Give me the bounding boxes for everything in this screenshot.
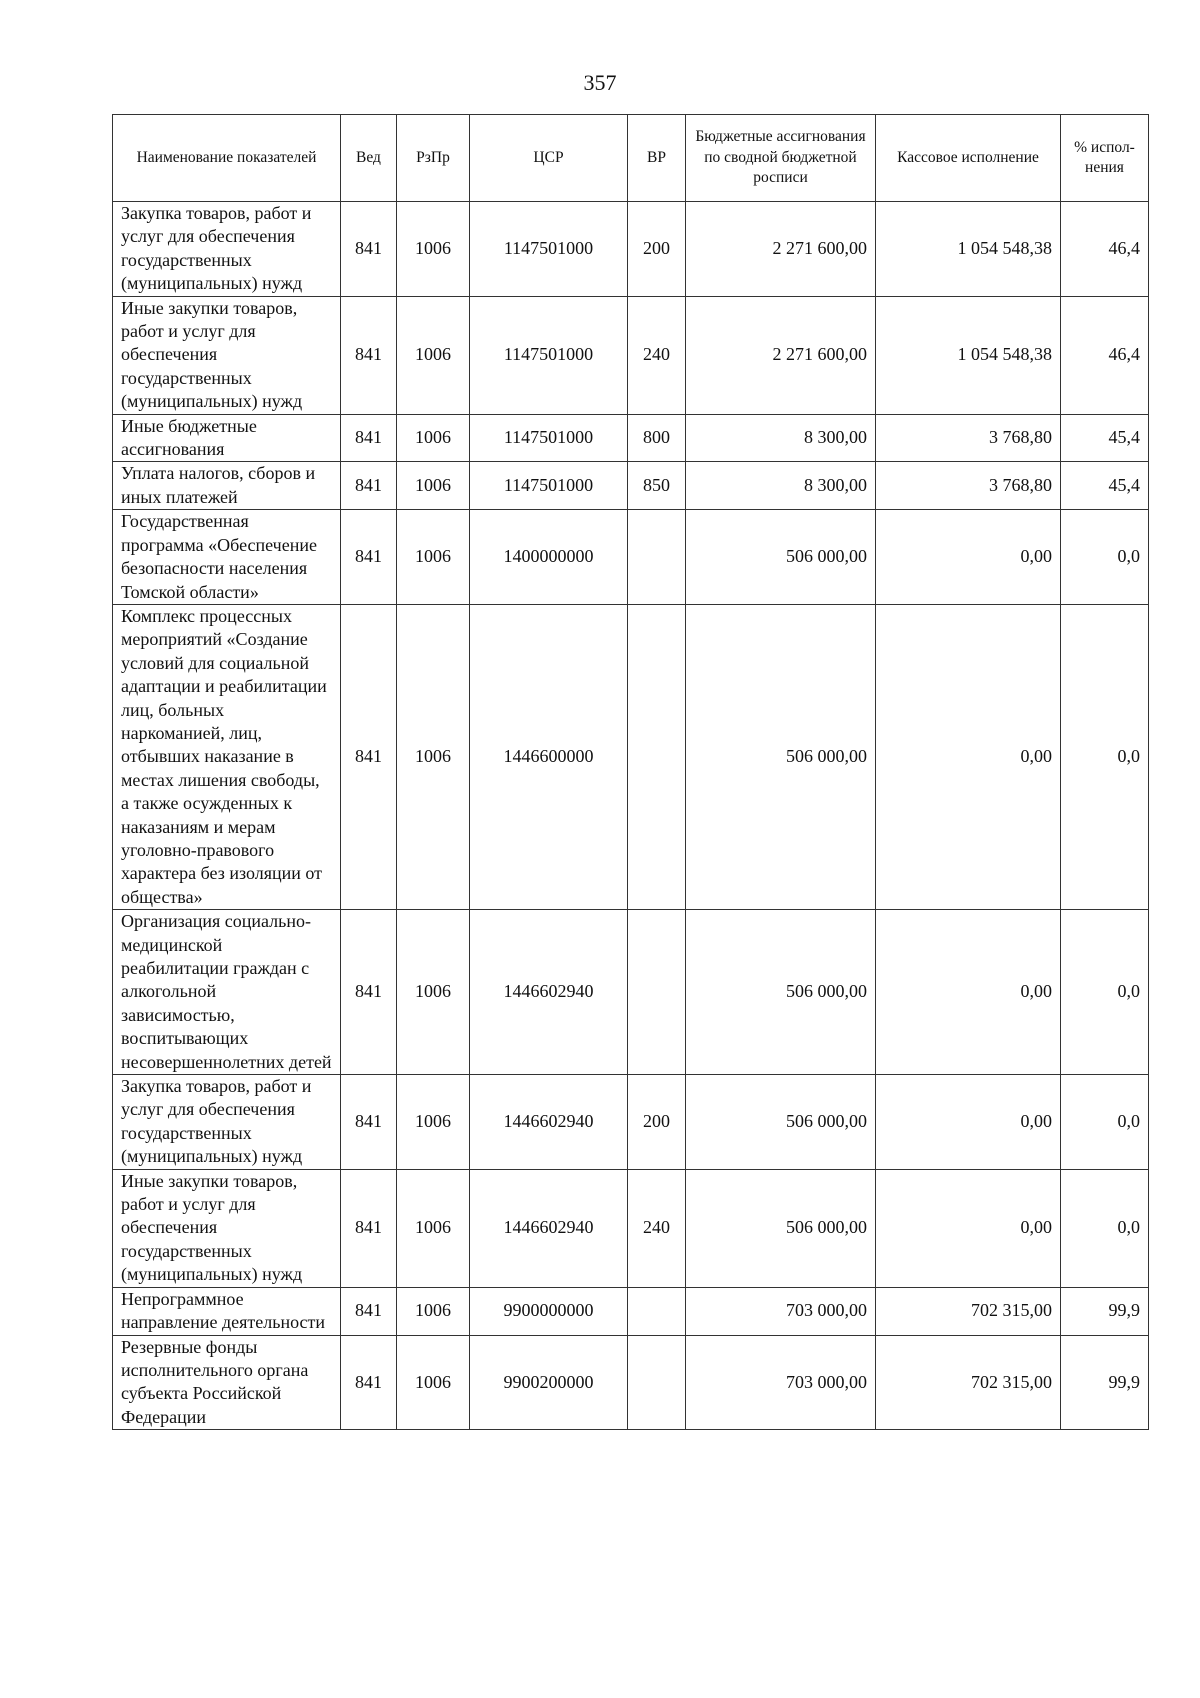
cell-ved: 841: [341, 296, 397, 414]
cell-name: Иные бюджетные ассигнования: [113, 414, 341, 462]
cell-csr: 1147501000: [470, 296, 628, 414]
cell-ved: 841: [341, 414, 397, 462]
cell-vr: 240: [628, 1169, 686, 1287]
header-executed: Кассовое исполнение: [876, 115, 1061, 202]
cell-csr: 1147501000: [470, 202, 628, 297]
table-row: [113, 1075, 1149, 1170]
cell-percent: 0,0: [1061, 910, 1149, 1075]
cell-executed: 702 315,00: [876, 1335, 1061, 1430]
table-row: [113, 1287, 1149, 1335]
cell-ved: 841: [341, 462, 397, 510]
cell-name: Иные закупки товаров, работ и услуг для обеспечения государственных (муниципальных) нужд: [113, 296, 341, 414]
cell-rzpr: 1006: [397, 1287, 470, 1335]
cell-name: Комплекс процессных мероприятий «Создание условий для социальной адаптации и реабилитации лиц, больных наркоманией, лиц, отбывших наказание в местах лишения свободы, а также осужденных к наказаниям и мерам уголовно-правового характера без изоляции от общества»: [113, 604, 341, 909]
cell-percent: 0,0: [1061, 510, 1149, 605]
cell-rzpr: 1006: [397, 462, 470, 510]
table-row: [113, 462, 1149, 510]
table-row: [113, 510, 1149, 605]
cell-ved: 841: [341, 910, 397, 1075]
table-row: [113, 910, 1149, 1075]
cell-vr: [628, 604, 686, 909]
cell-executed: 3 768,80: [876, 462, 1061, 510]
cell-vr: 200: [628, 1075, 686, 1170]
cell-percent: 0,0: [1061, 1169, 1149, 1287]
cell-assigned: 506 000,00: [686, 910, 876, 1075]
cell-ved: 841: [341, 1287, 397, 1335]
cell-assigned: 703 000,00: [686, 1335, 876, 1430]
header-name: Наименование показателей: [113, 115, 341, 202]
cell-ved: 841: [341, 604, 397, 909]
cell-csr: 9900000000: [470, 1287, 628, 1335]
cell-vr: 240: [628, 296, 686, 414]
table-row: [113, 202, 1149, 297]
cell-executed: 0,00: [876, 510, 1061, 605]
cell-csr: 1446600000: [470, 604, 628, 909]
cell-executed: 0,00: [876, 1169, 1061, 1287]
cell-vr: 800: [628, 414, 686, 462]
table-row: [113, 1169, 1149, 1287]
cell-csr: 9900200000: [470, 1335, 628, 1430]
cell-percent: 46,4: [1061, 202, 1149, 297]
cell-name: Непрограммное направление деятельности: [113, 1287, 341, 1335]
cell-name: Закупка товаров, работ и услуг для обеспечения государственных (муниципальных) нужд: [113, 202, 341, 297]
cell-csr: 1446602940: [470, 1075, 628, 1170]
cell-executed: 0,00: [876, 604, 1061, 909]
cell-csr: 1446602940: [470, 1169, 628, 1287]
budget-table: [112, 114, 1149, 1430]
cell-csr: 1446602940: [470, 910, 628, 1075]
cell-assigned: 8 300,00: [686, 414, 876, 462]
cell-percent: 99,9: [1061, 1335, 1149, 1430]
cell-executed: 0,00: [876, 910, 1061, 1075]
cell-rzpr: 1006: [397, 1335, 470, 1430]
cell-percent: 0,0: [1061, 604, 1149, 909]
cell-ved: 841: [341, 1075, 397, 1170]
header-csr: ЦСР: [470, 115, 628, 202]
table-row: [113, 414, 1149, 462]
cell-percent: 45,4: [1061, 462, 1149, 510]
cell-assigned: 506 000,00: [686, 604, 876, 909]
cell-rzpr: 1006: [397, 510, 470, 605]
cell-name: Организация социально-медицинской реабилитации граждан с алкогольной зависимостью, воспитывающих несовершеннолетних детей: [113, 910, 341, 1075]
cell-ved: 841: [341, 1169, 397, 1287]
cell-vr: [628, 510, 686, 605]
cell-rzpr: 1006: [397, 910, 470, 1075]
cell-ved: 841: [341, 510, 397, 605]
cell-vr: 200: [628, 202, 686, 297]
cell-name: Резервные фонды исполнительного органа субъекта Российской Федерации: [113, 1335, 341, 1430]
cell-rzpr: 1006: [397, 604, 470, 909]
cell-csr: 1147501000: [470, 414, 628, 462]
cell-name: Уплата налогов, сборов и иных платежей: [113, 462, 341, 510]
header-assigned: Бюджетные ассигнования по сводной бюджетной росписи: [686, 115, 876, 202]
cell-assigned: 8 300,00: [686, 462, 876, 510]
cell-executed: 3 768,80: [876, 414, 1061, 462]
header-percent: % испол-нения: [1061, 115, 1149, 202]
cell-ved: 841: [341, 202, 397, 297]
cell-name: Закупка товаров, работ и услуг для обеспечения государственных (муниципальных) нужд: [113, 1075, 341, 1170]
cell-assigned: 2 271 600,00: [686, 202, 876, 297]
cell-rzpr: 1006: [397, 1075, 470, 1170]
cell-percent: 45,4: [1061, 414, 1149, 462]
header-vr: ВР: [628, 115, 686, 202]
cell-percent: 0,0: [1061, 1075, 1149, 1170]
cell-assigned: 506 000,00: [686, 1169, 876, 1287]
cell-vr: 850: [628, 462, 686, 510]
cell-rzpr: 1006: [397, 296, 470, 414]
cell-executed: 1 054 548,38: [876, 202, 1061, 297]
cell-executed: 702 315,00: [876, 1287, 1061, 1335]
cell-csr: 1400000000: [470, 510, 628, 605]
cell-assigned: 703 000,00: [686, 1287, 876, 1335]
cell-assigned: 2 271 600,00: [686, 296, 876, 414]
cell-vr: [628, 1335, 686, 1430]
cell-rzpr: 1006: [397, 414, 470, 462]
table-row: [113, 1335, 1149, 1430]
cell-percent: 46,4: [1061, 296, 1149, 414]
cell-rzpr: 1006: [397, 1169, 470, 1287]
cell-name: Иные закупки товаров, работ и услуг для обеспечения государственных (муниципальных) нужд: [113, 1169, 341, 1287]
header-ved: Вед: [341, 115, 397, 202]
cell-assigned: 506 000,00: [686, 510, 876, 605]
cell-name: Государственная программа «Обеспечение безопасности населения Томской области»: [113, 510, 341, 605]
header-rzpr: РзПр: [397, 115, 470, 202]
cell-ved: 841: [341, 1335, 397, 1430]
cell-executed: 0,00: [876, 1075, 1061, 1170]
cell-vr: [628, 910, 686, 1075]
table-row: [113, 296, 1149, 414]
cell-assigned: 506 000,00: [686, 1075, 876, 1170]
cell-rzpr: 1006: [397, 202, 470, 297]
cell-vr: [628, 1287, 686, 1335]
page-number: 357: [583, 70, 617, 95]
cell-csr: 1147501000: [470, 462, 628, 510]
header-row: [113, 115, 1149, 202]
cell-executed: 1 054 548,38: [876, 296, 1061, 414]
cell-percent: 99,9: [1061, 1287, 1149, 1335]
table-row: [113, 604, 1149, 909]
